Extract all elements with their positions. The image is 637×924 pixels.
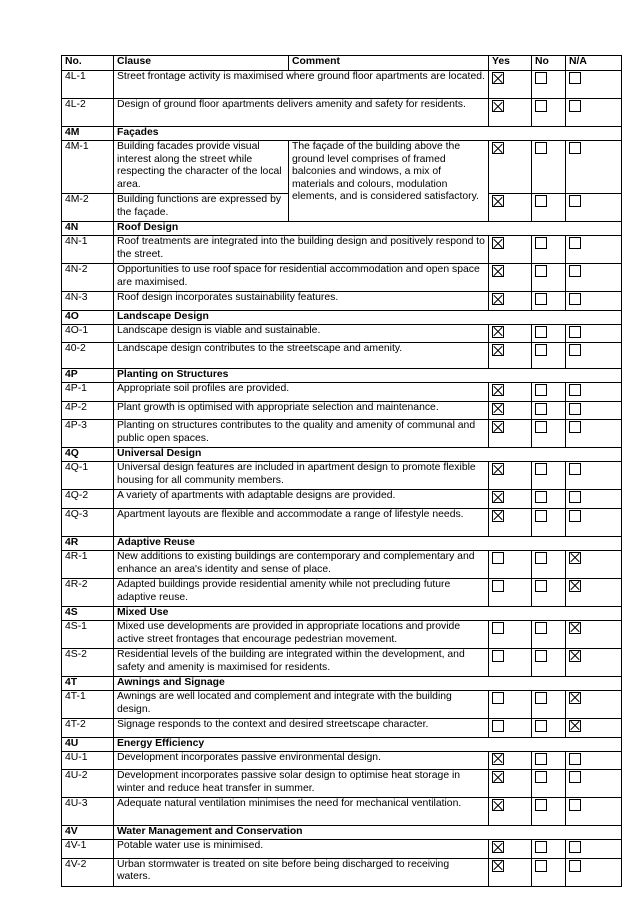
answer-cell-na <box>566 99 622 127</box>
no-checkbox[interactable] <box>535 692 547 704</box>
answer-cell-yes <box>489 508 532 536</box>
answer-cell-no <box>532 858 566 886</box>
na-checkbox[interactable] <box>569 100 581 112</box>
table-row <box>62 462 622 490</box>
na-checkbox[interactable] <box>569 753 581 765</box>
table-row <box>62 718 622 737</box>
na-checkbox[interactable] <box>569 771 581 783</box>
section-row <box>62 369 622 383</box>
na-checkbox[interactable] <box>569 650 581 662</box>
answer-cell-yes <box>489 648 532 676</box>
table-row <box>62 690 622 718</box>
clause-number: 4L-1 <box>62 71 114 99</box>
clause-number: 4M-2 <box>62 194 114 222</box>
answer-cell-yes <box>489 194 532 222</box>
no-checkbox[interactable] <box>535 650 547 662</box>
answer-cell-yes <box>489 292 532 311</box>
yes-checkbox[interactable] <box>492 237 504 249</box>
answer-cell-no <box>532 798 566 826</box>
answer-cell-na <box>566 264 622 292</box>
table-row <box>62 292 622 311</box>
no-checkbox[interactable] <box>535 860 547 872</box>
yes-checkbox[interactable] <box>492 293 504 305</box>
yes-checkbox[interactable] <box>492 799 504 811</box>
header-clause: Clause <box>114 56 289 71</box>
answer-cell-no <box>532 690 566 718</box>
answer-cell-yes <box>489 324 532 343</box>
no-checkbox[interactable] <box>535 491 547 503</box>
header-comment: Comment <box>289 56 489 71</box>
table-row <box>62 751 622 770</box>
na-checkbox[interactable] <box>569 142 581 154</box>
header-na: N/A <box>566 56 622 71</box>
answer-cell-na <box>566 490 622 509</box>
answer-cell-no <box>532 383 566 402</box>
comment-text: The façade of the building above the ground level comprises of framed balconies and windows, a mix of materials and colours, modulation elements, and is considered satisfactory. <box>289 141 489 222</box>
answer-cell-yes <box>489 236 532 264</box>
clause-number: 4U-2 <box>62 770 114 798</box>
section-title: Universal Design <box>114 448 622 462</box>
answer-cell-na <box>566 718 622 737</box>
clause-number: 40-2 <box>62 343 114 369</box>
answer-cell-na <box>566 420 622 448</box>
design-checklist-table <box>61 55 622 887</box>
section-number: 4S <box>62 606 114 620</box>
table-row <box>62 620 622 648</box>
clause-number: 4L-2 <box>62 99 114 127</box>
no-checkbox[interactable] <box>535 326 547 338</box>
table-row <box>62 236 622 264</box>
no-checkbox[interactable] <box>535 237 547 249</box>
yes-checkbox[interactable] <box>492 384 504 396</box>
section-title: Mixed Use <box>114 606 622 620</box>
answer-cell-na <box>566 798 622 826</box>
na-checkbox[interactable] <box>569 344 581 356</box>
na-checkbox[interactable] <box>569 580 581 592</box>
table-row <box>62 798 622 826</box>
clause-text: Opportunities to use roof space for residential accommodation and open space are maximised. <box>114 264 489 292</box>
no-checkbox[interactable] <box>535 72 547 84</box>
answer-cell-yes <box>489 770 532 798</box>
answer-cell-no <box>532 490 566 509</box>
na-checkbox[interactable] <box>569 692 581 704</box>
yes-checkbox[interactable] <box>492 510 504 522</box>
clause-number: 4T-2 <box>62 718 114 737</box>
clause-text: Planting on structures contributes to the quality and amenity of communal and public open spaces. <box>114 420 489 448</box>
table-row <box>62 420 622 448</box>
yes-checkbox[interactable] <box>492 720 504 732</box>
na-checkbox[interactable] <box>569 510 581 522</box>
na-checkbox[interactable] <box>569 463 581 475</box>
clause-number: 4S-2 <box>62 648 114 676</box>
na-checkbox[interactable] <box>569 552 581 564</box>
yes-checkbox[interactable] <box>492 692 504 704</box>
section-number: 4M <box>62 127 114 141</box>
answer-cell-no <box>532 578 566 606</box>
section-row <box>62 448 622 462</box>
answer-cell-na <box>566 343 622 369</box>
na-checkbox[interactable] <box>569 799 581 811</box>
yes-checkbox[interactable] <box>492 622 504 634</box>
na-checkbox[interactable] <box>569 195 581 207</box>
table-row <box>62 383 622 402</box>
clause-number: 4U-3 <box>62 798 114 826</box>
section-title: Roof Design <box>114 222 622 236</box>
answer-cell-na <box>566 462 622 490</box>
answer-cell-no <box>532 550 566 578</box>
answer-cell-no <box>532 236 566 264</box>
clause-number: 4R-1 <box>62 550 114 578</box>
no-checkbox[interactable] <box>535 100 547 112</box>
clause-text: Street frontage activity is maximised where ground floor apartments are located. <box>114 71 489 99</box>
section-title: Energy Efficiency <box>114 737 622 751</box>
clause-number: 4T-1 <box>62 690 114 718</box>
answer-cell-na <box>566 194 622 222</box>
answer-cell-na <box>566 648 622 676</box>
section-number: 4O <box>62 310 114 324</box>
answer-cell-yes <box>489 420 532 448</box>
answer-cell-no <box>532 194 566 222</box>
answer-cell-yes <box>489 690 532 718</box>
answer-cell-no <box>532 264 566 292</box>
clause-text: Awnings are well located and complement and integrate with the building design. <box>114 690 489 718</box>
clause-text: Signage responds to the context and desired streetscape character. <box>114 718 489 737</box>
no-checkbox[interactable] <box>535 463 547 475</box>
answer-cell-no <box>532 343 566 369</box>
answer-cell-yes <box>489 798 532 826</box>
table-row <box>62 840 622 859</box>
na-checkbox[interactable] <box>569 384 581 396</box>
checklist-body <box>62 71 622 887</box>
table-row <box>62 578 622 606</box>
section-row <box>62 310 622 324</box>
no-checkbox[interactable] <box>535 265 547 277</box>
no-checkbox[interactable] <box>535 293 547 305</box>
section-row <box>62 127 622 141</box>
clause-text: Urban stormwater is treated on site before being discharged to receiving waters. <box>114 858 489 886</box>
clause-number: 4Q-1 <box>62 462 114 490</box>
clause-number: 4P-3 <box>62 420 114 448</box>
no-checkbox[interactable] <box>535 344 547 356</box>
na-checkbox[interactable] <box>569 72 581 84</box>
answer-cell-no <box>532 462 566 490</box>
clause-text: Development incorporates passive environmental design. <box>114 751 489 770</box>
section-title: Façades <box>114 127 622 141</box>
answer-cell-no <box>532 141 566 194</box>
clause-number: 4V-1 <box>62 840 114 859</box>
answer-cell-na <box>566 236 622 264</box>
yes-checkbox[interactable] <box>492 403 504 415</box>
clause-number: 4Q-2 <box>62 490 114 509</box>
answer-cell-no <box>532 840 566 859</box>
answer-cell-na <box>566 401 622 420</box>
answer-cell-yes <box>489 751 532 770</box>
header-no: No. <box>62 56 114 71</box>
section-number: 4N <box>62 222 114 236</box>
answer-cell-na <box>566 751 622 770</box>
answer-cell-no <box>532 324 566 343</box>
na-checkbox[interactable] <box>569 265 581 277</box>
clause-text: Landscape design is viable and sustainable. <box>114 324 489 343</box>
answer-cell-yes <box>489 71 532 99</box>
answer-cell-na <box>566 324 622 343</box>
clause-number: 4P-2 <box>62 401 114 420</box>
clause-number: 4N-1 <box>62 236 114 264</box>
section-row <box>62 536 622 550</box>
answer-cell-na <box>566 508 622 536</box>
answer-cell-yes <box>489 401 532 420</box>
yes-checkbox[interactable] <box>492 491 504 503</box>
table-row <box>62 770 622 798</box>
no-checkbox[interactable] <box>535 720 547 732</box>
yes-checkbox[interactable] <box>492 72 504 84</box>
answer-cell-yes <box>489 490 532 509</box>
clause-text: Apartment layouts are flexible and accommodate a range of lifestyle needs. <box>114 508 489 536</box>
table-row <box>62 550 622 578</box>
clause-number: 4R-2 <box>62 578 114 606</box>
answer-cell-yes <box>489 718 532 737</box>
yes-checkbox[interactable] <box>492 841 504 853</box>
clause-text: Adequate natural ventilation minimises the need for mechanical ventilation. <box>114 798 489 826</box>
answer-cell-yes <box>489 840 532 859</box>
section-row <box>62 676 622 690</box>
clause-text: Building facades provide visual interest along the street while respecting the character of the local area. <box>114 141 289 194</box>
section-title: Awnings and Signage <box>114 676 622 690</box>
section-number: 4T <box>62 676 114 690</box>
section-title: Landscape Design <box>114 310 622 324</box>
table-row <box>62 141 622 194</box>
section-title: Adaptive Reuse <box>114 536 622 550</box>
no-checkbox[interactable] <box>535 403 547 415</box>
answer-cell-yes <box>489 462 532 490</box>
na-checkbox[interactable] <box>569 491 581 503</box>
no-checkbox[interactable] <box>535 771 547 783</box>
no-checkbox[interactable] <box>535 195 547 207</box>
answer-cell-na <box>566 840 622 859</box>
na-checkbox[interactable] <box>569 622 581 634</box>
clause-text: Roof design incorporates sustainability features. <box>114 292 489 311</box>
clause-text: Building functions are expressed by the façade. <box>114 194 289 222</box>
answer-cell-no <box>532 401 566 420</box>
yes-checkbox[interactable] <box>492 265 504 277</box>
section-row <box>62 222 622 236</box>
yes-checkbox[interactable] <box>492 100 504 112</box>
answer-cell-no <box>532 508 566 536</box>
answer-cell-no <box>532 420 566 448</box>
clause-number: 4V-2 <box>62 858 114 886</box>
clause-number: 4P-1 <box>62 383 114 402</box>
yes-checkbox[interactable] <box>492 771 504 783</box>
answer-cell-yes <box>489 858 532 886</box>
answer-cell-na <box>566 770 622 798</box>
yes-checkbox[interactable] <box>492 860 504 872</box>
section-number: 4V <box>62 826 114 840</box>
yes-checkbox[interactable] <box>492 580 504 592</box>
clause-text: Design of ground floor apartments delivers amenity and safety for residents. <box>114 99 489 127</box>
answer-cell-na <box>566 690 622 718</box>
clause-text: Landscape design contributes to the streetscape and amenity. <box>114 343 489 369</box>
yes-checkbox[interactable] <box>492 463 504 475</box>
table-row <box>62 648 622 676</box>
answer-cell-yes <box>489 141 532 194</box>
clause-text: Potable water use is minimised. <box>114 840 489 859</box>
clause-number: 4M-1 <box>62 141 114 194</box>
answer-cell-na <box>566 578 622 606</box>
answer-cell-yes <box>489 99 532 127</box>
table-row <box>62 99 622 127</box>
no-checkbox[interactable] <box>535 580 547 592</box>
header-yes: Yes <box>489 56 532 71</box>
answer-cell-na <box>566 383 622 402</box>
section-row <box>62 826 622 840</box>
table-row <box>62 71 622 99</box>
no-checkbox[interactable] <box>535 510 547 522</box>
table-row <box>62 490 622 509</box>
answer-cell-na <box>566 858 622 886</box>
answer-cell-no <box>532 99 566 127</box>
yes-checkbox[interactable] <box>492 195 504 207</box>
answer-cell-no <box>532 71 566 99</box>
yes-checkbox[interactable] <box>492 326 504 338</box>
clause-text: Roof treatments are integrated into the building design and positively respond to the street. <box>114 236 489 264</box>
yes-checkbox[interactable] <box>492 650 504 662</box>
section-number: 4R <box>62 536 114 550</box>
clause-text: Universal design features are included in apartment design to promote flexible housing for all community members. <box>114 462 489 490</box>
clause-number: 4N-3 <box>62 292 114 311</box>
yes-checkbox[interactable] <box>492 552 504 564</box>
answer-cell-yes <box>489 550 532 578</box>
answer-cell-yes <box>489 343 532 369</box>
answer-cell-na <box>566 141 622 194</box>
clause-number: 4U-1 <box>62 751 114 770</box>
na-checkbox[interactable] <box>569 403 581 415</box>
answer-cell-yes <box>489 578 532 606</box>
no-checkbox[interactable] <box>535 552 547 564</box>
header-row <box>62 56 622 71</box>
yes-checkbox[interactable] <box>492 421 504 433</box>
no-checkbox[interactable] <box>535 753 547 765</box>
answer-cell-na <box>566 550 622 578</box>
section-title: Water Management and Conservation <box>114 826 622 840</box>
na-checkbox[interactable] <box>569 860 581 872</box>
table-row <box>62 858 622 886</box>
no-checkbox[interactable] <box>535 142 547 154</box>
answer-cell-yes <box>489 620 532 648</box>
table-row <box>62 401 622 420</box>
na-checkbox[interactable] <box>569 421 581 433</box>
na-checkbox[interactable] <box>569 841 581 853</box>
clause-text: A variety of apartments with adaptable designs are provided. <box>114 490 489 509</box>
answer-cell-na <box>566 292 622 311</box>
answer-cell-no <box>532 751 566 770</box>
table-row <box>62 343 622 369</box>
na-checkbox[interactable] <box>569 326 581 338</box>
no-checkbox[interactable] <box>535 622 547 634</box>
no-checkbox[interactable] <box>535 841 547 853</box>
section-title: Planting on Structures <box>114 369 622 383</box>
clause-text: Appropriate soil profiles are provided. <box>114 383 489 402</box>
header-no-answer: No <box>532 56 566 71</box>
answer-cell-no <box>532 718 566 737</box>
yes-checkbox[interactable] <box>492 753 504 765</box>
no-checkbox[interactable] <box>535 799 547 811</box>
na-checkbox[interactable] <box>569 237 581 249</box>
clause-text: Plant growth is optimised with appropriate selection and maintenance. <box>114 401 489 420</box>
clause-text: Development incorporates passive solar design to optimise heat storage in winter and reduce heat transfer in summer. <box>114 770 489 798</box>
section-number: 4P <box>62 369 114 383</box>
clause-number: 4O-1 <box>62 324 114 343</box>
section-number: 4U <box>62 737 114 751</box>
na-checkbox[interactable] <box>569 720 581 732</box>
clause-text: New additions to existing buildings are contemporary and complementary and enhance an area's identity and sense of place. <box>114 550 489 578</box>
answer-cell-yes <box>489 383 532 402</box>
table-row <box>62 324 622 343</box>
clause-number: 4N-2 <box>62 264 114 292</box>
clause-text: Adapted buildings provide residential amenity while not precluding future adaptive reuse. <box>114 578 489 606</box>
answer-cell-no <box>532 648 566 676</box>
section-row <box>62 606 622 620</box>
answer-cell-no <box>532 620 566 648</box>
clause-text: Residential levels of the building are integrated within the development, and safety and amenity is maximised for residents. <box>114 648 489 676</box>
answer-cell-no <box>532 770 566 798</box>
na-checkbox[interactable] <box>569 293 581 305</box>
section-number: 4Q <box>62 448 114 462</box>
section-row <box>62 737 622 751</box>
answer-cell-no <box>532 292 566 311</box>
table-row <box>62 264 622 292</box>
answer-cell-na <box>566 71 622 99</box>
clause-number: 4S-1 <box>62 620 114 648</box>
yes-checkbox[interactable] <box>492 344 504 356</box>
clause-text: Mixed use developments are provided in appropriate locations and provide active street frontages that encourage pedestrian movement. <box>114 620 489 648</box>
no-checkbox[interactable] <box>535 421 547 433</box>
table-row <box>62 508 622 536</box>
clause-number: 4Q-3 <box>62 508 114 536</box>
no-checkbox[interactable] <box>535 384 547 396</box>
answer-cell-yes <box>489 264 532 292</box>
yes-checkbox[interactable] <box>492 142 504 154</box>
answer-cell-na <box>566 620 622 648</box>
